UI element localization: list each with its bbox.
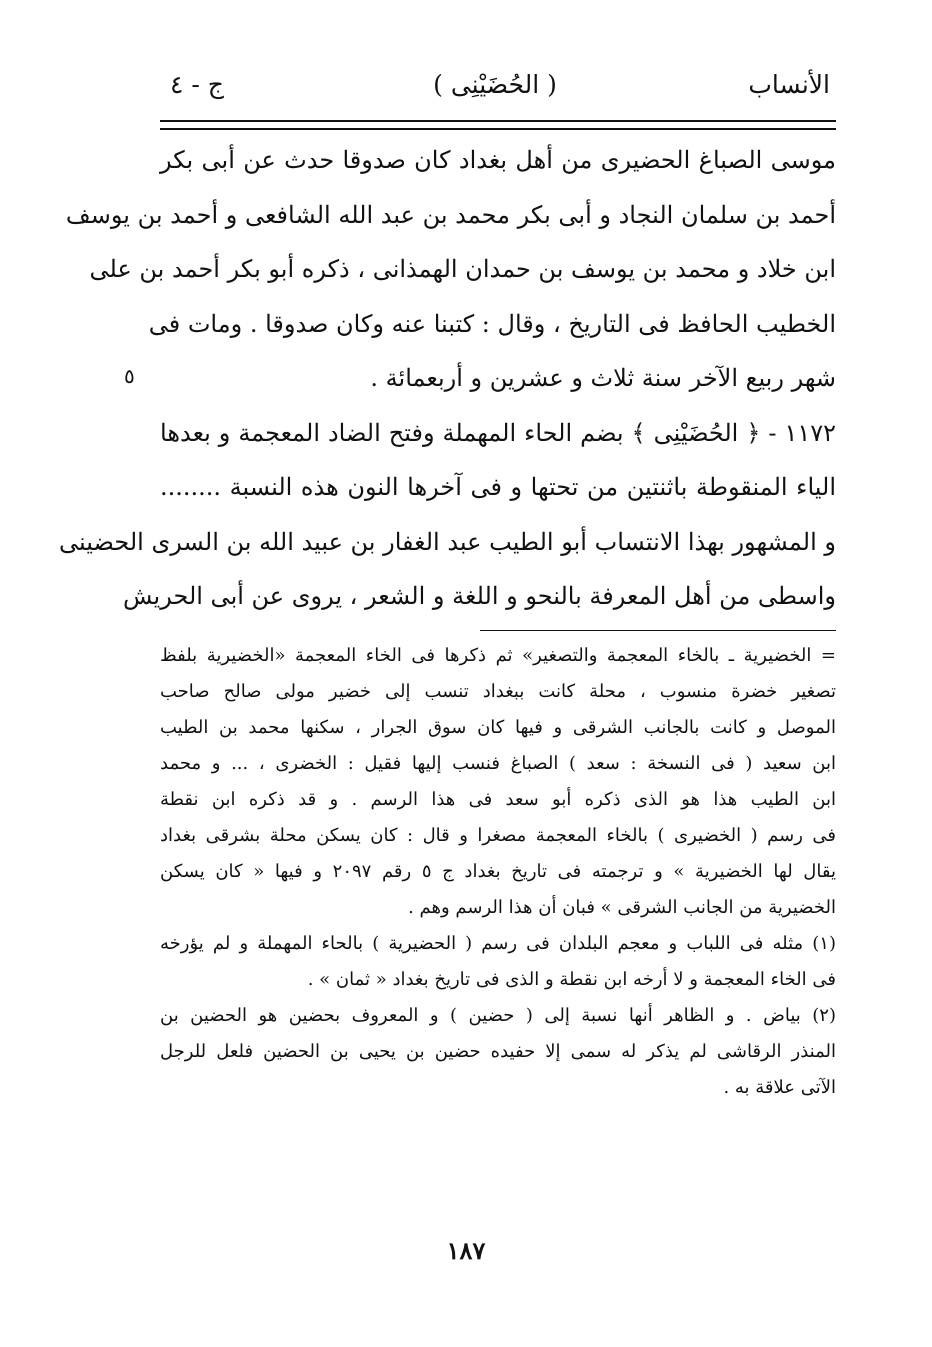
section-title: الأنساب	[748, 70, 830, 99]
page-number: ١٨٧	[446, 1236, 486, 1265]
footnote-line: الموصل و كانت بالجانب الشرقى و فيها كان سوق الجرار ، سكنها محمد بن الطيب	[160, 717, 836, 738]
main-text	[59, 133, 836, 624]
footnote-line: يقال لها الخضيرية » و ترجمته فى تاريخ بغداد ج ٥ رقم ٢٠٩٧ و فيها « كان يسكن	[160, 861, 836, 882]
header-double-rule	[160, 120, 836, 130]
footnote-1: (١) مثله فى اللباب و معجم البلدان فى رسم ( الحضيرية ) بالحاء المهملة و لم يؤرخه	[160, 933, 836, 954]
footnote-line: الآتى علاقة به .	[723, 1077, 836, 1098]
footnote-line: = الخضيرية ـ بالخاء المعجمة والتصغير» ثم ذكرها فى الخاء المعجمة «الخضيرية بلفظ	[160, 645, 836, 666]
footnotes	[160, 638, 836, 1106]
footnote-line: تصغير خضرة منسوب ، محلة كانت ببغداد تنسب إلى خضير مولى صالح صاحب	[160, 681, 836, 702]
footnote-line: المنذر الرقاشى لم يذكر له سمى إلا حفيده حضين بن يحيى بن الحضين فلعل للرجل	[160, 1041, 836, 1062]
main-text-line: شهر ربيع الآخر سنة ثلاث و عشرين و أربعمائة .	[370, 364, 836, 392]
footnote-line: الخضيرية من الجانب الشرقى » فبان أن هذا الرسم وهم .	[408, 897, 836, 918]
main-text-line: الخطيب الحافظ فى التاريخ ، وقال : كتبنا عنه وكان صدوقا . ومات فى	[148, 309, 836, 338]
main-text-line: و المشهور بهذا الانتساب أبو الطيب عبد الغفار بن عبيد الله بن السرى الحضينى	[59, 527, 836, 556]
margin-line-number: ٥	[124, 364, 135, 388]
main-text-line: الياء المنقوطة باثنتين من تحتها و فى آخرها النون هذه النسبة ........	[160, 473, 836, 501]
main-text-line: موسى الصباغ الحضيرى من أهل بغداد كان صدوقا حدث عن أبى بكر	[160, 146, 836, 174]
main-text-line: أحمد بن سلمان النجاد و أبى بكر محمد بن عبد الله الشافعى و أحمد بن يوسف	[65, 200, 836, 229]
volume-number: ج - ٤	[170, 70, 224, 99]
footnote-line: ابن سعيد ( فى النسخة : سعد ) الصباغ فنسب إليها فقيل : الخضرى ، ... و محمد	[160, 753, 836, 774]
main-text-line: ابن خلاد و محمد بن يوسف بن حمدان الهمذانى ، ذكره أبو بكر أحمد بن على	[89, 255, 836, 283]
footnote-separator	[480, 630, 836, 631]
running-header	[160, 70, 830, 110]
footnote-line: ابن الطيب هذا هو الذى ذكره أبو سعد فى هذا الرسم . و قد ذكره ابن نقطة	[160, 789, 836, 810]
entry-heading-line: ١١٧٢ - ﴿ الحُضَيْنِى ﴾ بضم الحاء المهملة وفتح الضاد المعجمة و بعدها	[160, 418, 836, 447]
main-text-line: واسطى من أهل المعرفة بالنحو و اللغة و الشعر ، يروى عن أبى الحريش	[122, 582, 836, 610]
footnote-2: (٢) بياض . و الظاهر أنها نسبة إلى ( حضين ) و المعروف بحضين هو الحضين بن	[160, 1005, 836, 1026]
entry-title: ( الحُضَيْنِى )	[433, 70, 557, 99]
footnote-line: فى رسم ( الخضيرى ) بالخاء المعجمة مصغرا و قال : كان يسكن محلة بشرقى بغداد	[160, 825, 836, 846]
footnote-line: فى الخاء المعجمة و لا أرخه ابن نقطة و الذى فى تاريخ بغداد « ثمان » .	[307, 969, 836, 990]
